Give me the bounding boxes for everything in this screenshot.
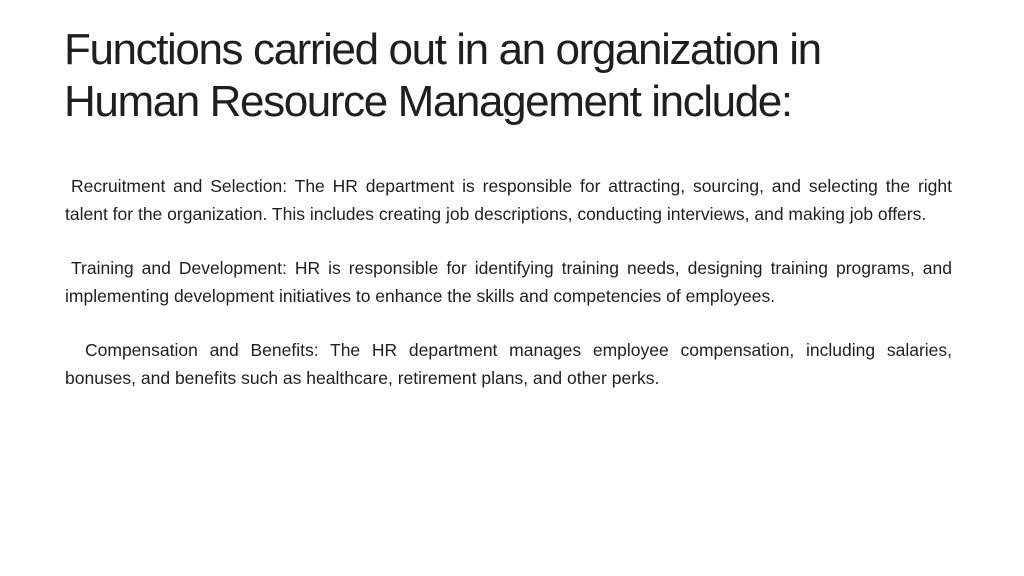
slide-title: Functions carried out in an organization in Human Resource Management include:: [64, 25, 821, 126]
slide-body: [65, 173, 952, 419]
paragraph-recruitment-selection: Recruitment and Selection: The HR department is responsible for attracting, sourcing, and selecting the right talent for the organization. This includes creating job descriptions, conducting interviews, and making job offers.: [65, 176, 952, 224]
paragraph-compensation-benefits: Compensation and Benefits: The HR department manages employee compensation, including salaries, bonuses, and benefits such as healthcare, retirement plans, and other perks.: [65, 340, 952, 388]
paragraph-training-development: Training and Development: HR is responsible for identifying training needs, designing training programs, and implementing development initiatives to enhance the skills and competencies of employees.: [65, 258, 952, 306]
